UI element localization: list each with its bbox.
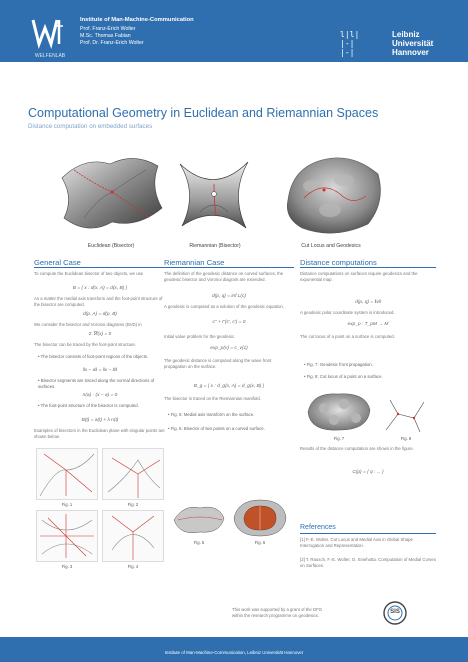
institute-logo xyxy=(28,14,68,56)
distance-bullet-2-text: Fig. 8: Cut locus of a point on a surface. xyxy=(306,374,383,379)
footer-text: Institute of Man-Machine-Communication, Leibniz Universität Hannover xyxy=(164,650,304,655)
riemannian-eq-2: c″ + Γ(c′, c′) = 0 xyxy=(212,320,246,325)
distance-eq-3: C(p) = { q : ... } xyxy=(352,470,384,475)
general-fig-2-label: Fig. 2 xyxy=(127,502,139,507)
general-figure-4 xyxy=(102,510,164,562)
general-eq-4: ‖x − a‖ = ‖x − b‖ xyxy=(82,368,118,373)
riemannian-para-2: A geodesic is computed as a solution of the geodesic equation. xyxy=(164,304,284,309)
distance-figure-8 xyxy=(380,390,432,436)
riemannian-eq-3: exp_p(v) = c_v(1) xyxy=(210,346,248,351)
distance-para-2: A geodesic polar coordinate system is introduced. xyxy=(300,310,395,315)
general-para-2: As a matter the medial axis transform and the foot-point structure of the bisector are computed. xyxy=(34,296,163,308)
general-eq-5: n(a) · (x − a) = 0 xyxy=(82,393,118,398)
funding-note-line-1: This work was supported by a grant of the DFG xyxy=(232,607,323,612)
riemannian-para-4: The geodesic distance is computed along the wave front propagation on the surface. xyxy=(164,358,272,370)
general-fig-3-label: Fig. 3 xyxy=(61,564,73,569)
distance-bullet-1-text: Fig. 7: Geodesic front propagation. xyxy=(306,362,373,367)
general-bullet-2-text: Bisector segments are traced along the normal directions of surfaces. xyxy=(38,378,155,390)
institute-line-2: Prof. Franz-Erich Wolter xyxy=(80,26,136,32)
general-bullet-1: • The bisector consists of foot-point regions of the objects. xyxy=(38,354,149,359)
riemannian-fig-5-label: Fig. 5 xyxy=(193,540,205,545)
general-fig-1-label: Fig. 1 xyxy=(61,502,73,507)
riemannian-para-5: The bisector is traced on the Riemannian manifold. xyxy=(164,396,261,401)
distance-rule xyxy=(300,267,436,268)
caption-distance: Cut Locus and Geodesics xyxy=(301,243,361,249)
riemannian-figure-6 xyxy=(230,496,290,540)
caption-riemannian: Riemannian (Bisector) xyxy=(189,243,241,249)
general-eq-3: Σ ∇f(x) = 0 xyxy=(88,332,112,337)
euclidean-bisector-figure xyxy=(54,148,168,238)
university-line-3: Hannover xyxy=(392,48,429,57)
distance-para-3: The cut locus of a point on a surface is computed. xyxy=(300,334,395,339)
riemannian-para-3: Initial value problem for the geodesic. xyxy=(164,334,236,339)
general-case-heading: General Case xyxy=(34,258,81,267)
general-figure-2 xyxy=(102,448,164,500)
distance-fig-7-label: Fig. 7 xyxy=(333,436,345,441)
university-line-2: Universität xyxy=(392,39,434,48)
general-bullet-3: • The foot-point structure of the bisector is computed. xyxy=(38,403,139,408)
general-bullet-2: • Bisector segments are traced along the normal directions of surfaces. xyxy=(38,378,155,390)
general-figure-3 xyxy=(36,510,98,562)
general-figure-1 xyxy=(36,448,98,500)
general-para-1: To compute the Euclidean bisector of two objects, we use xyxy=(34,271,144,276)
riemannian-case-heading: Riemannian Case xyxy=(164,258,225,267)
references-heading: References xyxy=(300,524,336,531)
university-line-1: Leibniz xyxy=(392,30,420,39)
distance-para-1: Distance computations on surfaces require geodesics and the exponential map. xyxy=(300,271,418,283)
riemannian-figure-5 xyxy=(170,500,228,538)
distance-eq-2: exp_p : T_pM → M xyxy=(347,322,389,327)
references-rule xyxy=(300,533,436,534)
riemannian-para-1: The definition of the geodesic distance on curved surfaces, the geodesic bisector and Voronoi diagram are extended. xyxy=(164,271,284,283)
general-case-rule xyxy=(34,267,166,268)
distance-heading: Distance computations xyxy=(300,258,377,267)
riemannian-bullet-2-text: Fig. 6: Bisector of two points on a curved surface. xyxy=(170,426,265,431)
riemannian-bullet-1-text: Fig. 5: Medial axis transform on the surface. xyxy=(170,412,255,417)
cut-locus-figure xyxy=(282,150,386,238)
general-bullet-1-text: The bisector consists of foot-point regions of the objects. xyxy=(40,354,149,359)
distance-bullet-1: • Fig. 7: Geodesic front propagation. xyxy=(304,362,373,367)
general-bullet-3-text: The foot-point structure of the bisector is computed. xyxy=(40,403,139,408)
distance-para-4: Results of the distance computation are shown in the figure. xyxy=(300,446,414,451)
poster-subtitle: Distance computation on embedded surfaces xyxy=(28,123,153,130)
general-eq-2: d(p, A) = d(p, B) xyxy=(82,312,118,317)
general-eq-1: B = { x : d(x, A) = d(x, B) } xyxy=(72,286,128,291)
distance-eq-1: d(p, q) = ‖v‖ xyxy=(355,300,381,305)
reference-2: [2] T. Rausch, F.-E. Wolter, O. Sniehotta. Computation of Medial Curves on Surfaces. xyxy=(300,557,436,569)
institute-line-4: Prof. Dr. Franz-Erich Wolter xyxy=(80,40,144,46)
university-logo xyxy=(340,30,400,57)
university-logo-glyph-1: l|l| xyxy=(340,30,360,39)
riemannian-eq-1: d(p, q) = inf L(c) xyxy=(212,294,246,299)
general-eq-6: B(t) = a(t) + λ n(t) xyxy=(81,418,119,423)
caption-euclidean: Euclidean (Bisector) xyxy=(87,243,135,249)
institute-line-3: M.Sc. Thomas Fabian xyxy=(80,33,131,39)
general-para-4: The bisector can be traced by the foot-point structure. xyxy=(34,342,136,347)
funding-note xyxy=(232,607,322,619)
sponsor-logo-text: SIS xyxy=(390,609,400,615)
distance-figure-7 xyxy=(304,388,374,434)
general-para-3: We consider the bisector and Voronoi diagrams (BVD) in xyxy=(34,322,142,327)
general-fig-4-label: Fig. 4 xyxy=(127,564,139,569)
university-logo-glyph-2: |-| xyxy=(340,39,355,48)
general-para-5: Examples of bisectors in the Euclidean plane with singular points are shown below. xyxy=(34,428,165,440)
university-logo-glyph-3: |-| xyxy=(340,48,355,57)
riemannian-case-rule xyxy=(164,267,294,268)
distance-fig-8-label: Fig. 8 xyxy=(400,436,412,441)
riemannian-bullet-2: • Fig. 6: Bisector of two points on a curved surface. xyxy=(168,426,265,431)
institute-name: Institute of Man-Machine-Communication xyxy=(80,17,194,23)
riemannian-bisector-figure xyxy=(176,154,252,234)
riemannian-bullet-1: • Fig. 5: Medial axis transform on the surface. xyxy=(168,412,255,417)
riemannian-fig-6-label: Fig. 6 xyxy=(254,540,266,545)
poster-title: Computational Geometry in Euclidean and Riemannian Spaces xyxy=(28,106,379,120)
reference-1: [1] F.-E. Wolter. Cut Locus and Medial Axis in Global Shape Interrogation and Representation. xyxy=(300,537,413,549)
riemannian-eq-4: B_g = { x : d_g(x, A) = d_g(x, B) } xyxy=(193,384,265,389)
institute-logo-caption: WELFENLAB xyxy=(34,53,66,59)
distance-bullet-2: • Fig. 8: Cut locus of a point on a surface. xyxy=(304,374,383,379)
funding-note-line-2: within the research programme on geodesics. xyxy=(232,613,319,618)
